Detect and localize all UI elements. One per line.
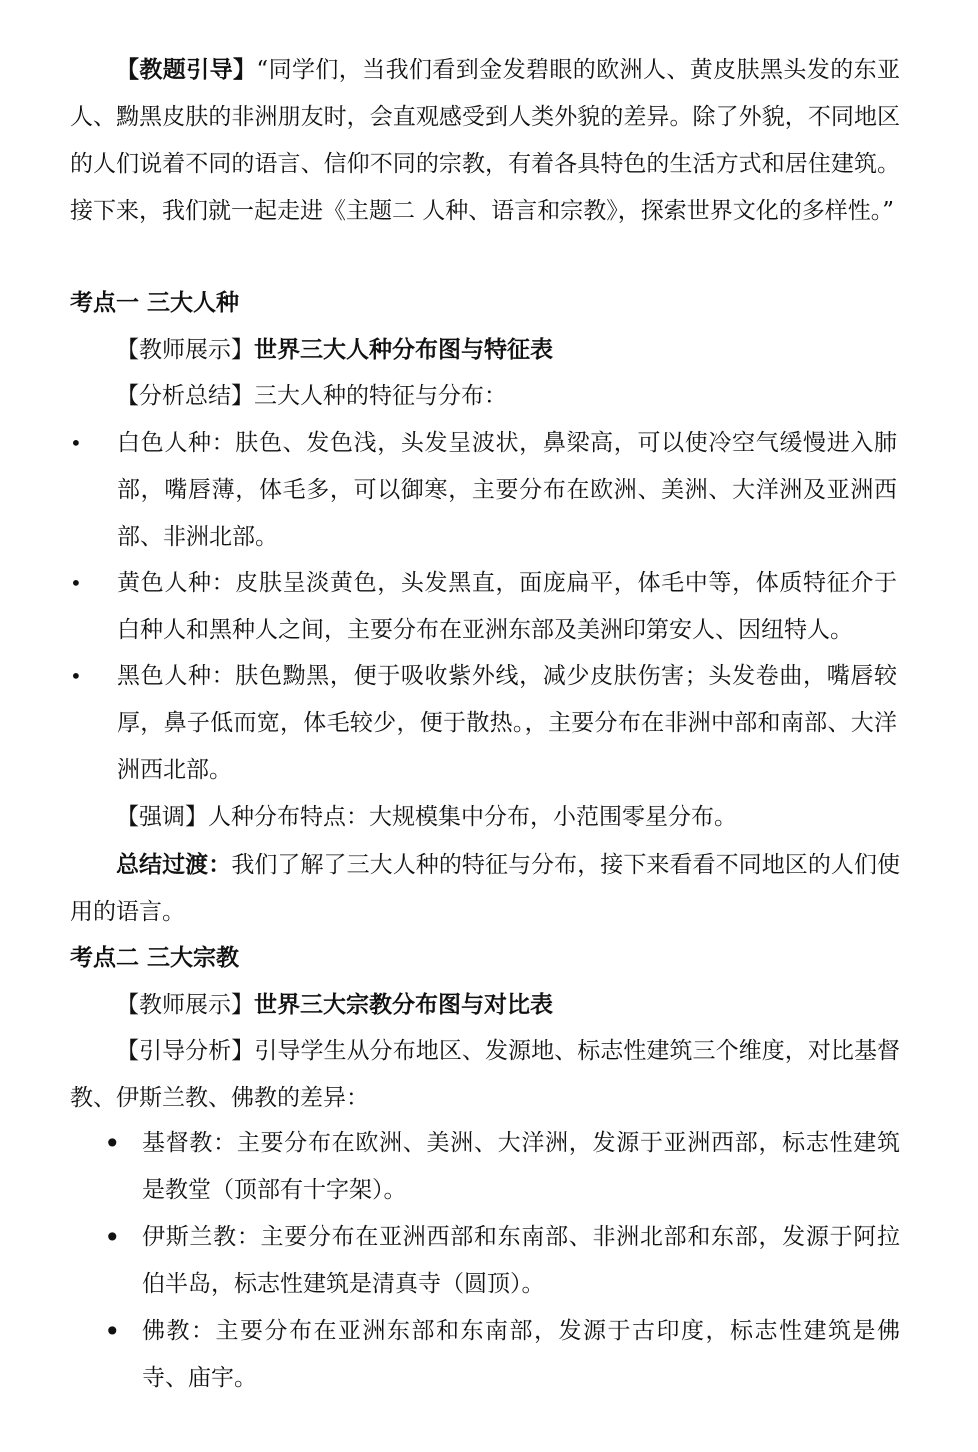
section2-guide-label: 【引导分析】 — [116, 1038, 255, 1064]
section2-guide — [70, 1028, 900, 1122]
race-bullet-white: 白色人种：肤色、发色浅，头发呈波状，鼻梁高，可以使冷空气缓慢进入肺部，嘴唇薄，体毛多，可以御寒，主要分布在欧洲、美洲、大洋洲及亚洲西部、非洲北部。 — [117, 430, 897, 550]
religion-bullet-buddhism: 佛教：主要分布在亚洲东部和东南部，发源于古印度，标志性建筑是佛寺、庙宇。 — [142, 1318, 900, 1391]
section1-summary-label: 【分析总结】 — [116, 383, 254, 409]
section2-teacher-show — [70, 981, 900, 1029]
intro-paragraph — [70, 46, 900, 235]
section1-emphasis-text: 人种分布特点：大规模集中分布，小范围零星分布。 — [208, 804, 737, 830]
religion-bullet-islam: 伊斯兰教：主要分布在亚洲西部和东南部、非洲北部和东部，发源于阿拉伯半岛，标志性建筑是清真寺（圆顶）。 — [142, 1224, 900, 1297]
section1-transition-label: 总结过渡： — [116, 851, 232, 878]
bullet-icon: • — [104, 1315, 121, 1348]
race-bullet-yellow: 黄色人种：皮肤呈淡黄色，头发黑直，面庞扁平，体毛中等，体质特征介于白种人和黑种人之间，主要分布在亚洲东部及美洲印第安人、因纽特人。 — [117, 570, 897, 643]
section1-heading: 考点一 三大人种 — [70, 289, 240, 316]
bullet-icon: • — [104, 1221, 121, 1254]
section1-show-label: 【教师展示】 — [116, 337, 254, 363]
race-bullet-black: 黑色人种：肤色黝黑，便于吸收紫外线，减少皮肤伤害；头发卷曲，嘴唇较厚，鼻子低而宽，体毛较少，便于散热。，主要分布在非洲中部和南部、大洋洲西北部。 — [117, 663, 897, 783]
section1-transition — [70, 841, 900, 936]
bullet-icon: • — [70, 571, 82, 595]
section1-emphasis-label: 【强调】 — [116, 804, 208, 830]
section1-show-text: 世界三大人种分布图与特征表 — [254, 336, 553, 363]
section2-show-text: 世界三大宗教分布图与对比表 — [254, 991, 553, 1018]
bullet-icon: • — [70, 431, 82, 455]
section1-emphasis — [70, 794, 900, 841]
bullet-icon: • — [70, 664, 82, 688]
section1-teacher-show — [70, 326, 900, 374]
section1-summary-text: 三大人种的特征与分布： — [254, 383, 507, 409]
section2-guide-text: 引导学生从分布地区、发源地、标志性建筑三个维度，对比基督教、伊斯兰教、佛教的差异： — [70, 1038, 901, 1111]
section2-show-label: 【教师展示】 — [116, 992, 254, 1018]
religion-bullet-christianity: 基督教：主要分布在欧洲、美洲、大洋洲，发源于亚洲西部，标志性建筑是教堂（顶部有十字架）。 — [142, 1130, 900, 1203]
intro-text: “同学们，当我们看到金发碧眼的欧洲人、黄皮肤黑头发的东亚人、黝黑皮肤的非洲朋友时，会直观感受到人类外貌的差异。除了外貌，不同地区的人们说着不同的语言、信仰不同的宗教，有着各具特色的生活方式和居住建筑。接下来，我们就一起走进《主题二 人种、语言和宗教》，探索世界文化的多样性。” — [70, 57, 900, 224]
section2-heading: 考点二 三大宗教 — [70, 944, 240, 971]
bullet-icon: • — [104, 1127, 121, 1160]
section1-summary — [70, 373, 900, 420]
intro-label: 【教题引导】 — [116, 56, 257, 83]
section1-transition-text: 我们了解了三大人种的特征与分布，接下来看看不同地区的人们使用的语言。 — [70, 852, 901, 925]
